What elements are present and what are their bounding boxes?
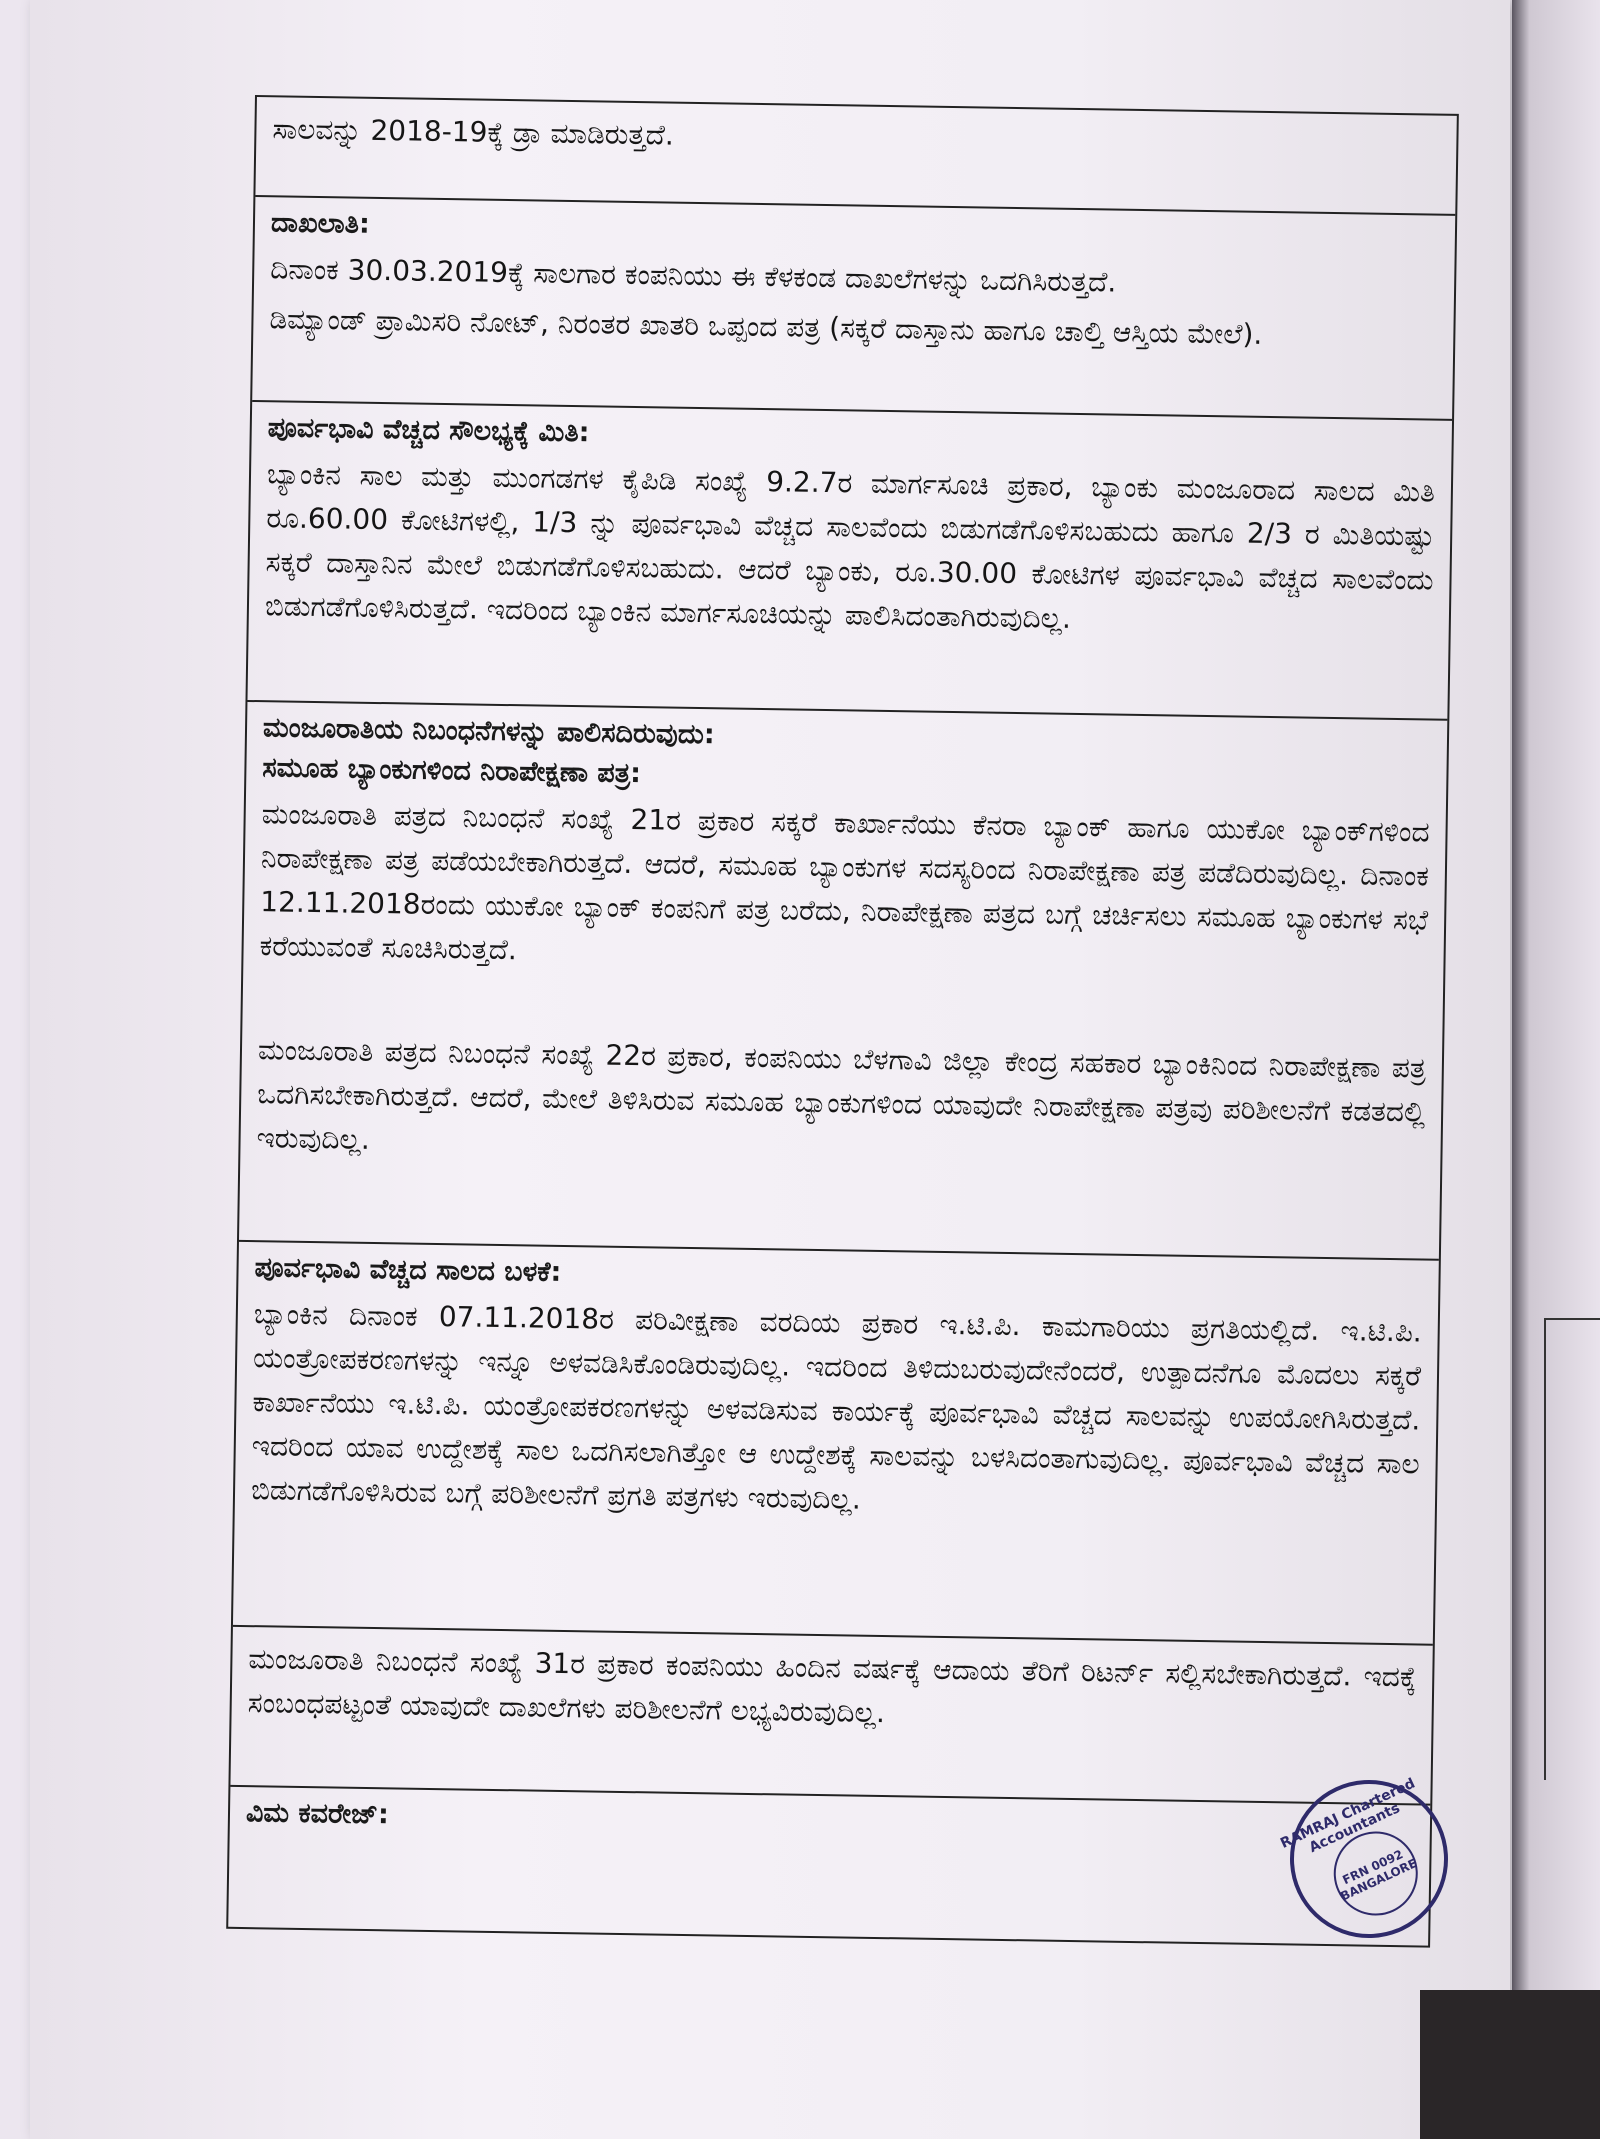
section-tax-return [230,1627,1432,1806]
section-heading: ಪೂರ್ವಭಾವಿ ವೆಚ್ಚದ ಸಾಲದ ಬಳಕೆ: [254,1252,562,1288]
section-text: ಬ್ಯಾಂಕಿನ ಸಾಲ ಮತ್ತು ಮುಂಗಡಗಳ ಕೈಪಿಡಿ ಸಂಖ್ಯೆ 9.2.7ರ ಮಾರ್ಗಸೂಚಿ ಪ್ರಕಾರ, ಬ್ಯಾಂಕು ಮಂಜೂರಾದ ಸಾಲದ ಮಿತಿ ರೂ.60.00 ಕೋಟಿಗಳಲ್ಲಿ, 1/3 ನ್ನು ಪೂರ್ವಭಾವಿ ವೆಚ್ಚದ ಸಾಲವೆಂದು ಬಿಡುಗಡೆಗೊಳಿಸಬಹುದು ಹಾಗೂ 2/3 ರ ಮಿತಿಯಷ್ಟು ಸಕ್ಕರೆ ದಾಸ್ತಾನಿನ ಮೇಲೆ ಬಿಡುಗಡೆಗೊಳಿಸಬಹುದು. ಆದರೆ ಬ್ಯಾಂಕು, ರೂ.30.00 ಕೋಟಿಗಳ ಪೂರ್ವಭಾವಿ ವೆಚ್ಚದ ಸಾಲವೆಂದು ಬಿಡುಗಡೆಗೊಳಿಸಿರುತ್ತದೆ. ಇದರಿಂದ ಬ್ಯಾಂಕಿನ ಮಾರ್ಗಸೂಚಿಯನ್ನು ಪಾಲಿಸಿದಂತಾಗಿರುವುದಿಲ್ಲ. [264,457,1436,635]
section-heading: ಮಂಜೂರಾತಿಯ ನಿಬಂಧನೆಗಳನ್ನು ಪಾಲಿಸದಿರುವುದು: [262,712,715,751]
section-text: ಮಂಜೂರಾತಿ ನಿಬಂಧನೆ ಸಂಖ್ಯೆ 31ರ ಪ್ರಕಾರ ಕಂಪನಿಯು ಹಿಂದಿನ ವರ್ಷಕ್ಕೆ ಆದಾಯ ತೆರಿಗೆ ರಿಟರ್ನ್ ಸಲ್ಲಿಸಬೇಕಾಗಿರುತ್ತದೆ. ಇದಕ್ಕೆ ಸಂಬಂಧಪಟ್ಟಂತೆ ಯಾವುದೇ ದಾಖಲೆಗಳು ಪರಿಶೀಲನೆಗೆ ಲಭ್ಯವಿರುವುದಿಲ್ಲ. [247,1642,1417,1730]
section-preliminary-limit [247,402,1452,721]
section-text: ದಿನಾಂಕ 30.03.2019ಕ್ಕೆ ಸಾಲಗಾರ ಕಂಪನಿಯು ಈ ಕೆಳಕಂಡ ದಾಖಲೆಗಳನ್ನು ಒದಗಿಸಿರುತ್ತದೆ. [270,252,1117,299]
section-text: ಡಿಮ್ಯಾಂಡ್ ಪ್ರಾಮಿಸರಿ ನೋಟ್, ನಿರಂತರ ಖಾತರಿ ಒಪ್ಪಂದ ಪತ್ರ (ಸಕ್ಕರೆ ದಾಸ್ತಾನು ಹಾಗೂ ಚಾಲ್ತಿ ಆಸ್ತಿಯ ಮೇಲೆ). [269,302,1263,351]
section-subheading: ಸಮೂಹ ಬ್ಯಾಂಕುಗಳಿಂದ ನಿರಾಪೇಕ್ಷಣಾ ಪತ್ರ: [262,752,642,790]
section-heading: ಪೂರ್ವಭಾವಿ ವೆಚ್ಚದ ಸೌಲಭ್ಯಕ್ಕೆ ಮಿತಿ: [267,412,590,449]
section-preliminary-usage [233,1242,1439,1646]
section-text: ಬ್ಯಾಂಕಿನ ದಿನಾಂಕ 07.11.2018ರ ಪರಿವೀಕ್ಷಣಾ ವರದಿಯ ಪ್ರಕಾರ ಇ.ಟಿ.ಪಿ. ಕಾಮಗಾರಿಯು ಪ್ರಗತಿಯಲ್ಲಿದೆ. ಇ.ಟಿ.ಪಿ. ಯಂತ್ರೋಪಕರಣಗಳನ್ನು ಇನ್ನೂ ಅಳವಡಿಸಿಕೊಂಡಿರುವುದಿಲ್ಲ. ಇದರಿಂದ ತಿಳಿದುಬರುವುದೇನೆಂದರೆ, ಉತ್ಪಾದನೆಗೂ ಮೊದಲು ಸಕ್ಕರೆ ಕಾರ್ಖಾನೆಯು ಇ.ಟಿ.ಪಿ. ಯಂತ್ರೋಪಕರಣಗಳನ್ನು ಅಳವಡಿಸುವ ಕಾರ್ಯಕ್ಕೆ ಪೂರ್ವಭಾವಿ ವೆಚ್ಚದ ಸಾಲವನ್ನು ಉಪಯೋಗಿಸಿರುತ್ತದೆ. ಇದರಿಂದ ಯಾವ ಉದ್ದೇಶಕ್ಕೆ ಸಾಲ ಒದಗಿಸಲಾಗಿತ್ತೋ ಆ ಉದ್ದೇಶಕ್ಕೆ ಸಾಲವನ್ನು ಬಳಸಿದಂತಾಗುವುದಿಲ್ಲ. ಪೂರ್ವಭಾವಿ ವೆಚ್ಚದ ಸಾಲ ಬಿಡುಗಡೆಗೊಳಿಸಿರುವ ಬಗ್ಗೆ ಪರಿಶೀಲನೆಗೆ ಪ್ರಗತಿ ಪತ್ರಗಳು ಇರುವುದಿಲ್ಲ. [250,1297,1422,1516]
section-heading: ದಾಖಲಾತಿ: [270,207,370,240]
adjacent-page-table [1544,1318,1600,1780]
stamp-ring-text: RAMRAJ Chartered Accountants [1278,1775,1418,1857]
adjacent-page [1512,0,1600,2139]
content-frame [226,95,1459,1948]
section-heading: ವಿಮ ಕವರೇಜ್: [245,1797,390,1831]
section-sanction-terms [239,702,1447,1261]
section-text: ಸಾಲವನ್ನು 2018-19ಕ್ಕೆ ಡ್ರಾ ಮಾಡಿರುತ್ತದೆ. [272,112,675,152]
section-loan-drawn [255,97,1456,216]
background-shadow [1420,1990,1600,2139]
section-documentation [252,197,1455,421]
section-text: ಮಂಜೂರಾತಿ ಪತ್ರದ ನಿಬಂಧನೆ ಸಂಖ್ಯೆ 21ರ ಪ್ರಕಾರ ಸಕ್ಕರೆ ಕಾರ್ಖಾನೆಯು ಕೆನರಾ ಬ್ಯಾಂಕ್ ಹಾಗೂ ಯುಕೋ ಬ್ಯಾಂಕ್‌ಗಳಿಂದ ನಿರಾಪೇಕ್ಷಣಾ ಪತ್ರ ಪಡೆಯಬೇಕಾಗಿರುತ್ತದೆ. ಆದರೆ, ಸಮೂಹ ಬ್ಯಾಂಕುಗಳ ಸದಸ್ಯರಿಂದ ನಿರಾಪೇಕ್ಷಣಾ ಪತ್ರ ಪಡೆದಿರುವುದಿಲ್ಲ. ದಿನಾಂಕ 12.11.2018ರಂದು ಯುಕೋ ಬ್ಯಾಂಕ್ ಕಂಪನಿಗೆ ಪತ್ರ ಬರೆದು, ನಿರಾಪೇಕ್ಷಣಾ ಪತ್ರದ ಬಗ್ಗೆ ಚರ್ಚಿಸಲು ಸಮೂಹ ಬ್ಯಾಂಕುಗಳ ಸಭೆ ಕರೆಯುವಂತೆ ಸೂಚಿಸಿರುತ್ತದೆ. [259,797,1430,967]
section-text: ಮಂಜೂರಾತಿ ಪತ್ರದ ನಿಬಂಧನೆ ಸಂಖ್ಯೆ 22ರ ಪ್ರಕಾರ, ಕಂಪನಿಯು ಬೆಳಗಾವಿ ಜಿಲ್ಲಾ ಕೇಂದ್ರ ಸಹಕಾರ ಬ್ಯಾಂಕಿನಿಂದ ನಿರಾಪೇಕ್ಷಣಾ ಪತ್ರ ಒದಗಿಸಬೇಕಾಗಿರುತ್ತದೆ. ಆದರೆ, ಮೇಲೆ ತಿಳಿಸಿರುವ ಸಮೂಹ ಬ್ಯಾಂಕುಗಳಿಂದ ಯಾವುದೇ ನಿರಾಪೇಕ್ಷಣಾ ಪತ್ರವು ಪರಿಶೀಲನೆಗೆ ಕಡತದಲ್ಲಿ ಇರುವುದಿಲ್ಲ. [256,1033,1427,1156]
stamp-inner-text: FRN 0092 BANGALORE [1320,1818,1432,1930]
